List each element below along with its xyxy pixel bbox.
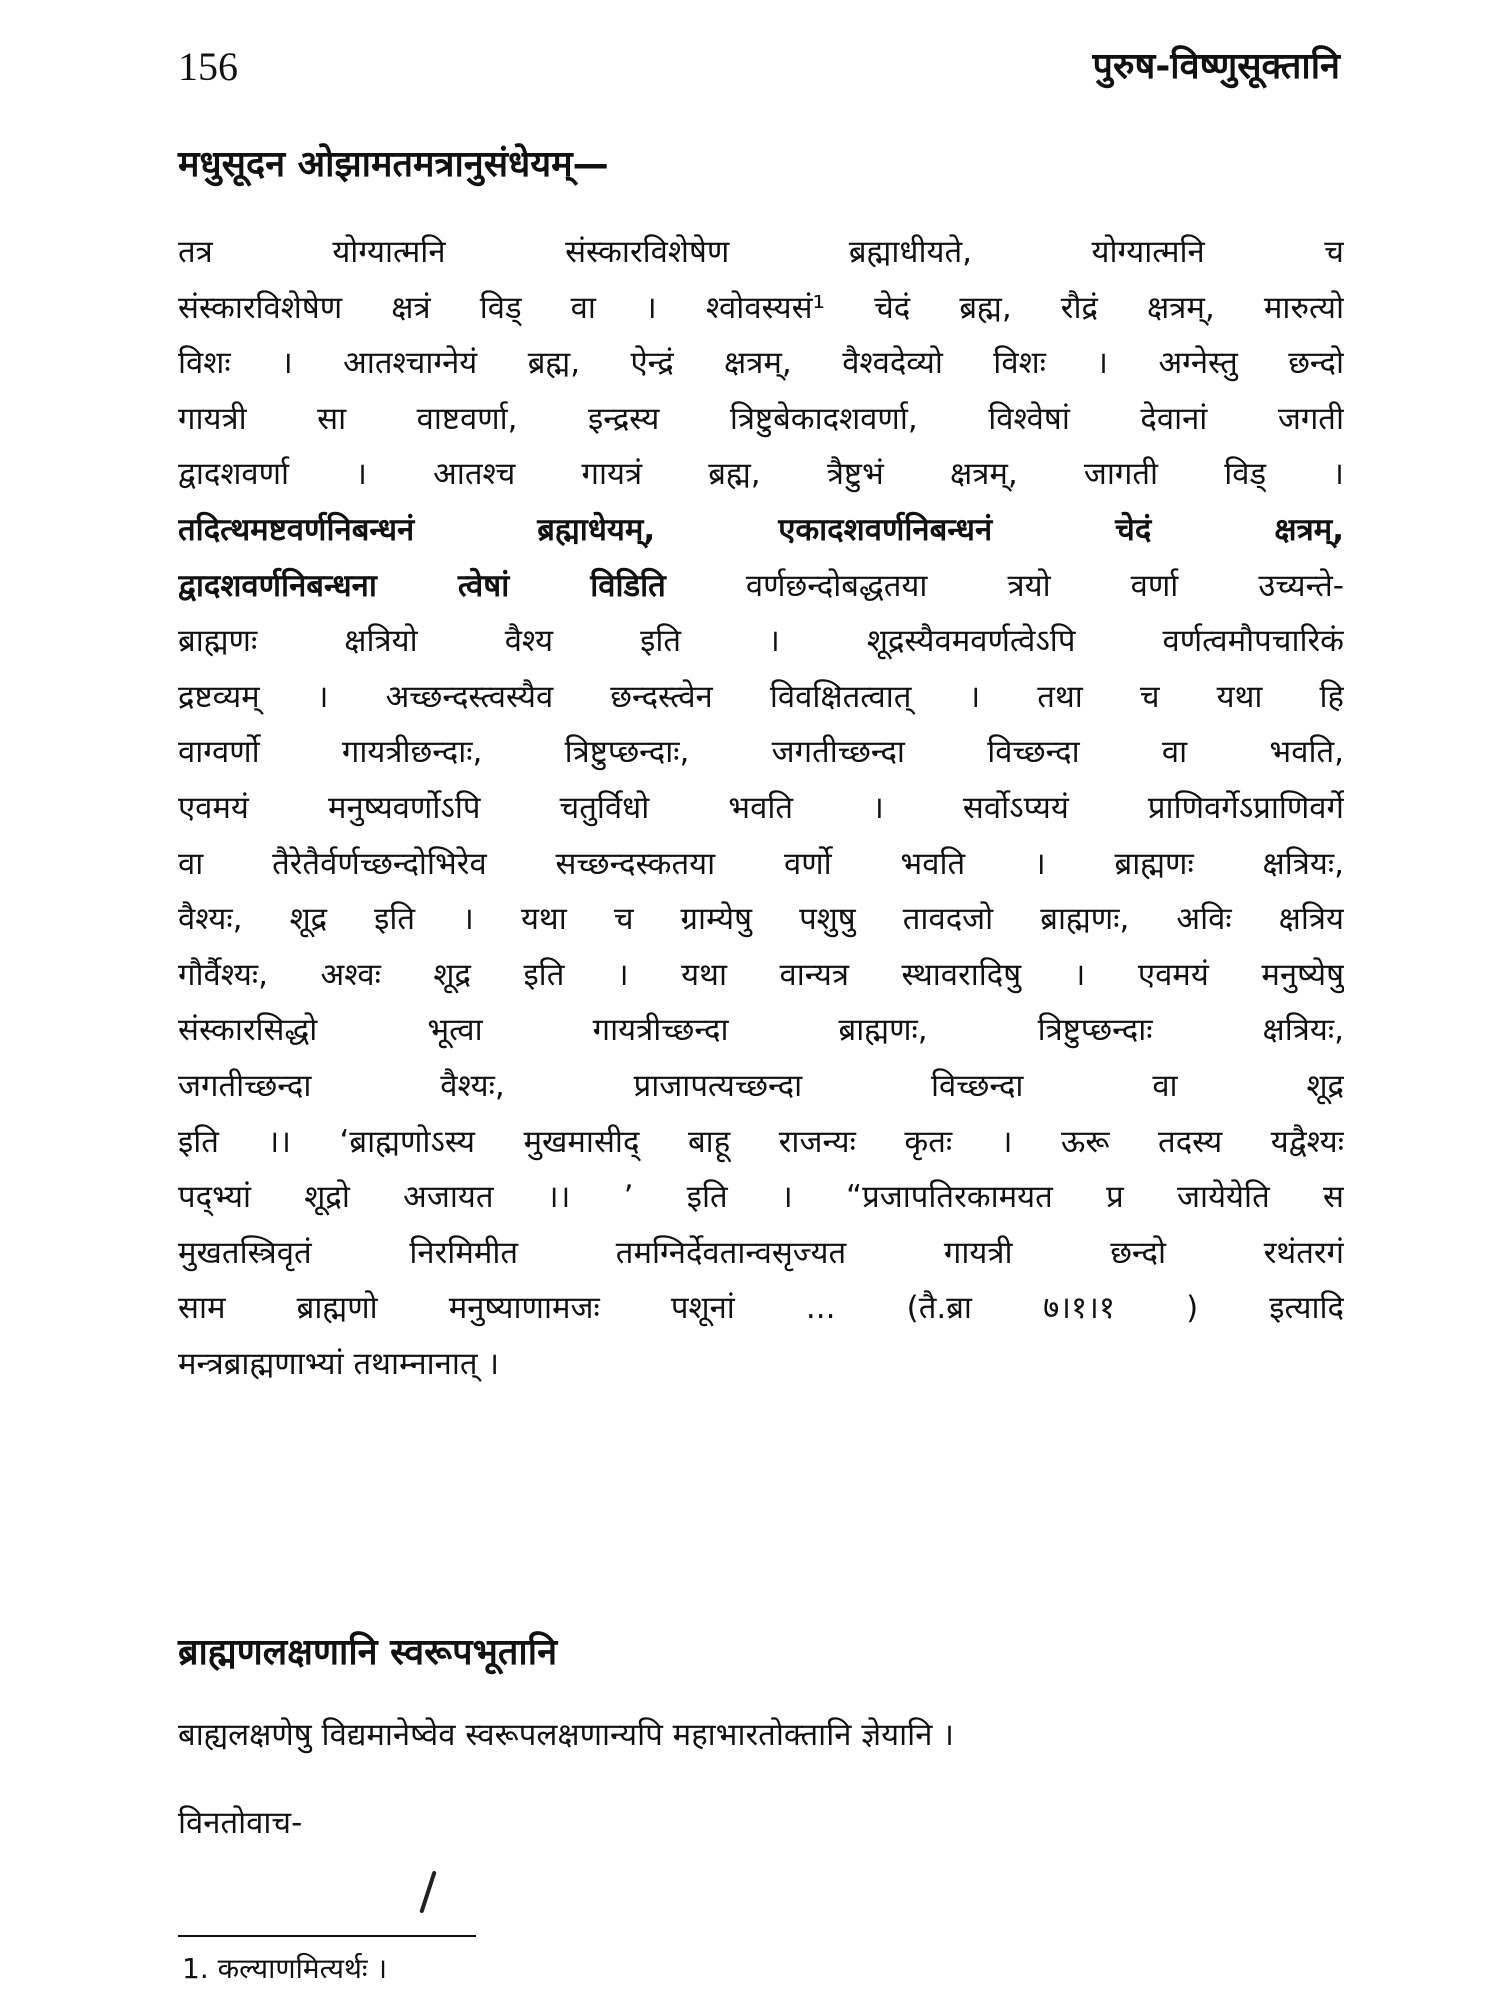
text-line: साम ब्राह्मणो मनुष्याणामजः पशूनां ... (तै.ब्रा ७।१।१ ) इत्यादि — [178, 1290, 1344, 1327]
text-line-mixed — [178, 559, 1344, 615]
text-line: इति ।। ‘ब्राह्मणोऽस्य मुखमासीद् बाहू राजन्यः कृतः । ऊरू तदस्य यद्वैश्यः — [178, 1123, 1344, 1160]
text-line: वा तैरेतैर्वर्णच्छन्दोभिरेव सच्छन्दस्कतया वर्णो भवति । ब्राह्मणः क्षत्रियः, — [178, 845, 1344, 882]
second-paragraph — [178, 1708, 1344, 1764]
text-line: गायत्री सा वाष्टवर्णा, इन्द्रस्य त्रिष्टुबेकादशवर्णा, विश्वेषां देवानां जगती — [178, 400, 1344, 437]
text-line: संस्कारसिद्धो भूत्वा गायत्रीच्छन्दा ब्राह्मणः, त्रिष्टुप्छन्दाः क्षत्रियः, — [178, 1012, 1344, 1049]
section-heading-1: मधुसूदन ओझामतमत्रानुसंधेयम्— — [178, 144, 609, 185]
text-line: बाह्यलक्षणेषु विद्यमानेष्वेव स्वरूपलक्षणान्यपि महाभारतोक्तानि ज्ञेयानि । — [178, 1717, 955, 1753]
text-line: वैश्यः, शूद्र इति । यथा च ग्राम्येषु पशुषु तावदजो ब्राह्मणः, अविः क्षत्रिय — [178, 901, 1344, 938]
text-line: जगतीच्छन्दा वैश्यः, प्राजापत्यच्छन्दा विच्छन्दा वा शूद्र — [178, 1067, 1344, 1104]
running-title: पुरुष-विष्णुसूक्तानि — [1092, 46, 1340, 87]
bold-run: द्वादशवर्णनिबन्धना त्वेषां विडिति — [178, 567, 666, 604]
text-line: पद्भ्यां शूद्रो अजायत ।। ’ इति । “प्रजापतिरकामयत प्र जायेयेति स — [178, 1179, 1344, 1216]
text-line: गौर्वैश्यः, अश्वः शूद्र इति । यथा वान्यत्र स्थावरादिषु । एवमयं मनुष्येषु — [178, 956, 1344, 993]
text-line-last: मन्त्रब्राह्मणाभ्यां तथाम्नानात् । — [178, 1345, 500, 1382]
text-line: द्रष्टव्यम् । अच्छन्दस्त्वस्यैव छन्दस्त्वेन विवक्षितत्वात् । तथा च यथा हि — [178, 678, 1344, 715]
text-line: एवमयं मनुष्यवर्णोऽपि चतुर्विधो भवति । सर्वोऽप्ययं प्राणिवर्गेऽप्राणिवर्गे — [178, 789, 1344, 826]
section-heading-2: ब्राह्मणलक्षणानि स्वरूपभूतानि — [178, 1632, 558, 1673]
speaker-line: विनतोवाच- — [178, 1805, 303, 1841]
stray-pen-mark — [419, 1870, 436, 1913]
text-line-bold: तदित्थमष्टवर्णनिबन्धनं ब्रह्माधेयम्, एकादशवर्णनिबन्धनं चेदं क्षत्रम्, — [178, 511, 1344, 548]
text-line: द्वादशवर्णा । आतश्च गायत्रं ब्रह्म, त्रैष्टुभं क्षत्रम्, जागती विड् । — [178, 456, 1344, 493]
normal-run: वर्णछन्दोबद्धतया त्रयो वर्णा उच्यन्ते- — [745, 567, 1344, 604]
main-paragraph — [178, 225, 1344, 1392]
text-line: वाग्वर्णो गायत्रीछन्दाः, त्रिष्टुप्छन्दाः, जगतीच्छन्दा विच्छन्दा वा भवति, — [178, 734, 1344, 771]
page-number: 156 — [178, 44, 238, 89]
footnote-divider — [178, 1935, 476, 1937]
footnote: 1. कल्याणमित्यर्थः । — [182, 1952, 388, 1985]
text-line: तत्र योग्यात्मनि संस्कारविशेषेण ब्रह्माधीयते, योग्यात्मनि च — [178, 234, 1344, 270]
text-line: संस्कारविशेषेण क्षत्रं विड् वा । श्वोवस्यसं¹ चेदं ब्रह्म, रौद्रं क्षत्रम्, मारुत्यो — [178, 289, 1344, 326]
text-line: ब्राह्मणः क्षत्रियो वैश्य इति । शूद्रस्यैवमवर्णत्वेऽपि वर्णत्वमौपचारिकं — [178, 623, 1344, 660]
text-line: विशः । आतश्चाग्नेयं ब्रह्म, ऐन्द्रं क्षत्रम्, वैश्वदेव्यो विशः । अग्नेस्तु छन्दो — [178, 345, 1344, 382]
text-line: मुखतस्त्रिवृतं निरमिमीत तमग्निर्देवतान्वसृज्यत गायत्री छन्दो रथंतरगं — [178, 1234, 1344, 1271]
